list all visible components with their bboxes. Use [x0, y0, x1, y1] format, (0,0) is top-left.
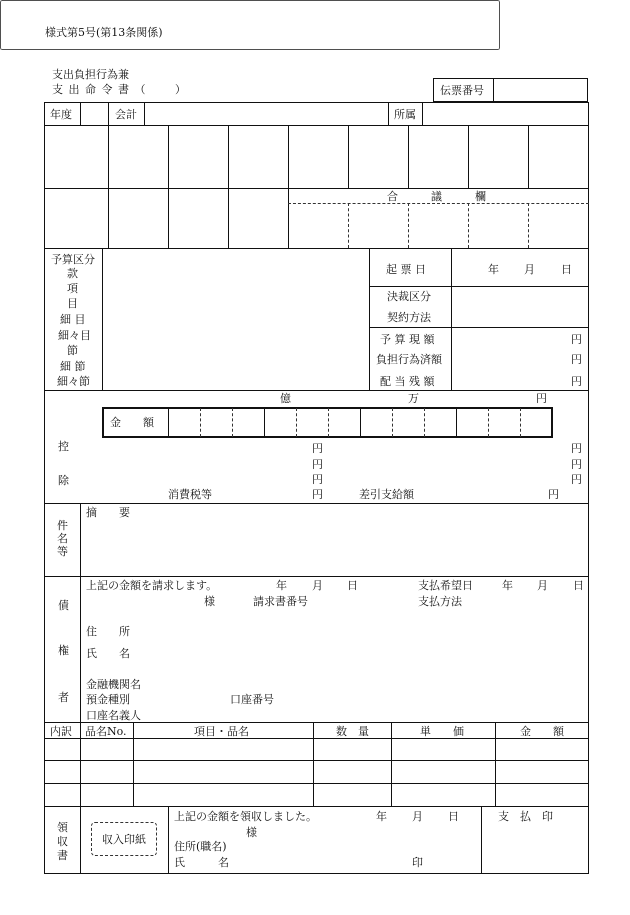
receipt-year: 年: [376, 810, 387, 823]
holder-label: 口座名義人: [86, 709, 141, 722]
form-number: 様式第5号(第13条関係): [45, 26, 163, 39]
kihyo-day: 日: [561, 263, 572, 276]
dept-label: 所属: [394, 108, 416, 121]
bank-label: 金融機関名: [86, 678, 141, 691]
title-line1: 支出負担行為兼: [52, 68, 129, 81]
summary-input[interactable]: [0, 0, 500, 50]
receipt-text: 上記の金額を領収しました。: [174, 810, 317, 823]
creditor-side-3: 者: [58, 691, 69, 704]
yen-2: 円: [571, 353, 582, 366]
slip-number-label: 伝票番号: [440, 84, 484, 97]
yen-net: 円: [548, 488, 559, 501]
amount-label: 金 額: [110, 416, 154, 429]
tax-label: 消費税等: [168, 488, 212, 501]
hope-day: 日: [573, 579, 584, 592]
sumigaku-label: 負担行為済額: [376, 353, 442, 366]
yen-d4: 円: [312, 488, 323, 501]
budget-label-5: 細々目: [58, 329, 91, 342]
detail-header-2: 項目・品名: [194, 725, 249, 738]
detail-header-1: 品名No.: [85, 725, 127, 738]
subject-side-1: 件: [57, 519, 68, 532]
yen-d1: 円: [312, 442, 323, 455]
address-label: 住 所: [86, 625, 130, 638]
summary-label: 摘 要: [86, 506, 130, 519]
yen-r1: 円: [571, 442, 582, 455]
deduction-label-1: 控: [58, 440, 69, 453]
yen-r2: 円: [571, 458, 582, 471]
detail-header-4: 単 価: [420, 725, 464, 738]
account-label: 会計: [115, 108, 137, 121]
slip-number-input[interactable]: [496, 82, 584, 98]
creditor-side-2: 権: [58, 644, 69, 657]
deduction-label-2: 除: [58, 474, 69, 487]
creditor-side-1: 債: [58, 599, 69, 612]
budget-label-1: 款: [67, 267, 78, 280]
pay-seal-label: 支 払 印: [498, 810, 553, 823]
yen-r3: 円: [571, 473, 582, 486]
budget-label-8: 細々節: [57, 375, 90, 388]
kihyo-month: 月: [524, 263, 535, 276]
budget-label-4: 細 目: [60, 313, 86, 326]
account-no-label: 口座番号: [230, 693, 274, 706]
receipt-sama: 様: [246, 826, 257, 839]
receipt-address-label: 住所(職名): [174, 840, 227, 853]
revenue-stamp-area: [91, 822, 157, 856]
receipt-side-2: 収: [57, 835, 68, 848]
receipt-side-1: 領: [57, 821, 68, 834]
receipt-seal: 印: [412, 856, 423, 869]
receipt-month: 月: [412, 810, 423, 823]
yen-1: 円: [571, 333, 582, 346]
subject-side-3: 等: [57, 545, 68, 558]
budget-label-7: 細 節: [60, 360, 86, 373]
yen-d2: 円: [312, 458, 323, 471]
zangaku-label: 配 当 残 額: [380, 375, 435, 388]
claim-day: 日: [347, 579, 358, 592]
hope-year: 年: [502, 579, 513, 592]
genkagaku-label: 予 算 現 額: [380, 333, 435, 346]
year-label: 年度: [50, 108, 72, 121]
yen-d3: 円: [312, 473, 323, 486]
detail-header-3: 数 量: [336, 725, 369, 738]
oku-label: 億: [280, 392, 291, 405]
yen-top-label: 円: [536, 392, 547, 405]
receipt-name-label: 氏 名: [174, 856, 229, 869]
method-label: 支払方法: [418, 595, 462, 608]
yen-3: 円: [571, 375, 582, 388]
receipt-side-3: 書: [57, 849, 68, 862]
keiyaku-label: 契約方法: [387, 311, 431, 324]
name-label: 氏 名: [86, 647, 130, 660]
invoice-label: 請求書番号: [253, 595, 308, 608]
budget-label-3: 目: [67, 297, 78, 310]
detail-header-0: 内訳: [50, 725, 72, 738]
deposit-type-label: 預金種別: [86, 693, 130, 706]
claim-month: 月: [312, 579, 323, 592]
hope-date-label: 支払希望日: [418, 579, 473, 592]
man-label: 万: [408, 392, 419, 405]
net-label: 差引支給額: [359, 488, 414, 501]
kihyo-label: 起 票 日: [386, 263, 426, 276]
title-line2: 支 出 命 令 書 （ ）: [52, 83, 187, 96]
kihyo-year: 年: [488, 263, 499, 276]
budget-label-2: 項: [67, 282, 78, 295]
revenue-stamp-label: 収入印紙: [102, 833, 146, 846]
claim-year: 年: [276, 579, 287, 592]
claim-text: 上記の金額を請求します。: [86, 579, 218, 592]
hope-month: 月: [537, 579, 548, 592]
kessai-label: 決裁区分: [387, 290, 431, 303]
budget-label-6: 節: [67, 344, 78, 357]
subject-side-2: 名: [57, 532, 68, 545]
budget-label-0: 予算区分: [51, 253, 95, 266]
council-label: 合 議 欄: [387, 190, 486, 203]
detail-header-5: 金 額: [520, 725, 564, 738]
creditor-sama: 様: [204, 595, 215, 608]
receipt-day: 日: [448, 810, 459, 823]
